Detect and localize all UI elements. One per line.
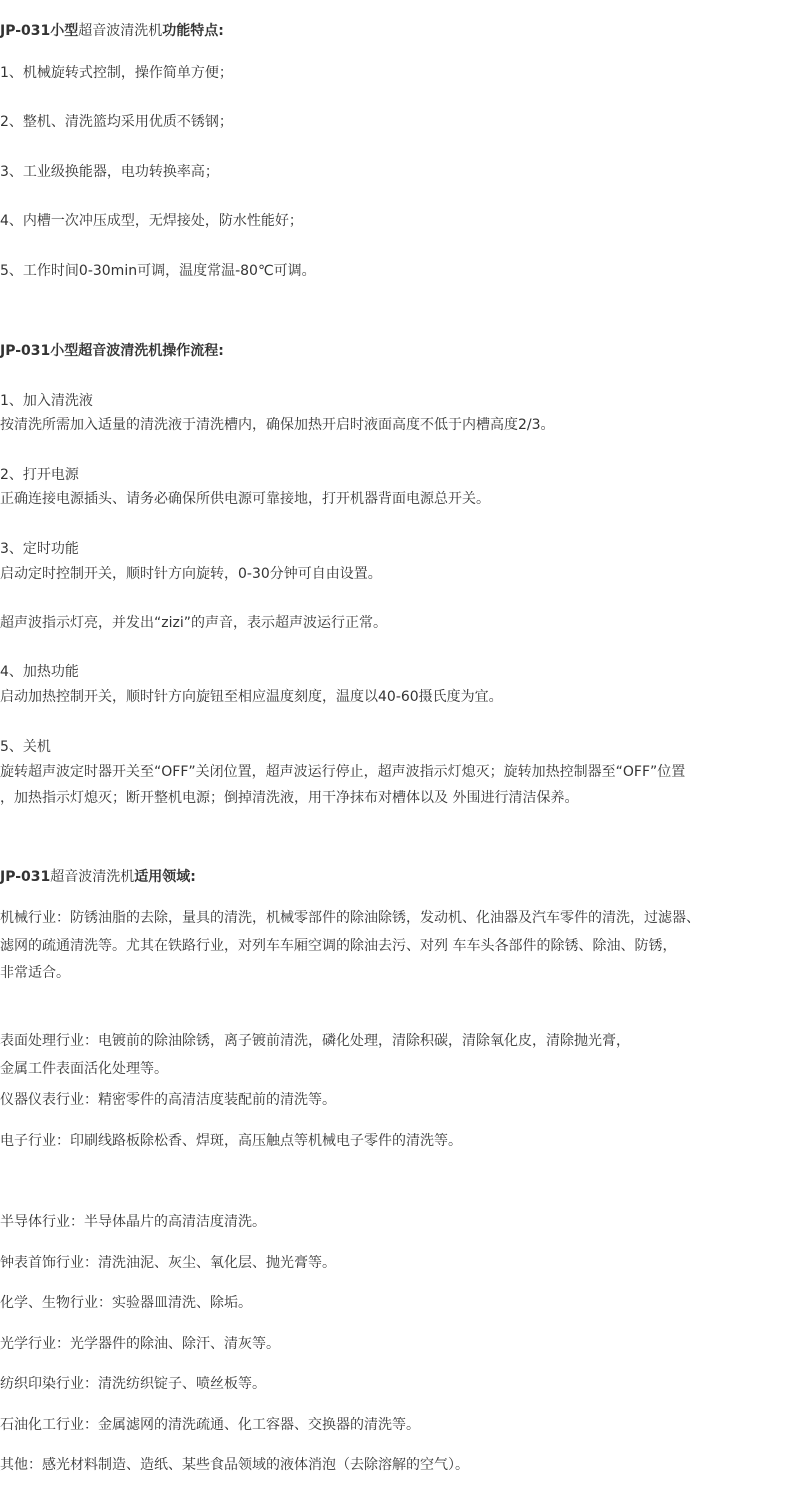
step2-title: 2、打开电源 [0,467,79,483]
section3-title [0,866,196,888]
section3-title-product: 超音波清洗机 [50,869,135,885]
step3-title: 3、定时功能 [0,541,79,557]
surface-line2: 金属工件表面活化处理等。 [0,1061,168,1077]
section1-title-suffix: 功能特点: [162,23,224,39]
step5-title: 5、关机 [0,739,51,755]
step1-body: 按清洗所需加入适量的清洗液于清洗槽内，确保加热开启时液面高度不低于内槽高度2/3。 [0,417,555,433]
step4-body: 启动加热控制开关，顺时针方向旋钮至相应温度刻度，温度以40-60摄氏度为宜。 [0,689,503,705]
machinery-line1: 机械行业：防锈油脂的去除，量具的清洗，机械零部件的除油除锈，发动机、化油器及汽车零件的清洗，过滤器、 [0,910,700,926]
feature-item-1: 1、机械旋转式控制，操作简单方便； [0,65,233,81]
machinery-line2: 滤网的疏通清洗等。尤其在铁路行业，对列车车厢空调的除油去污、对列 车车头各部件的除锈、除油、防锈， [0,938,677,954]
step5-body-line1: 旋转超声波定时器开关至“OFF”关闭位置，超声波运行停止，超声波指示灯熄灭；旋转加热控制器至“OFF”位置 [0,764,686,780]
step3-body: 启动定时控制开关，顺时针方向旋转，0-30分钟可自由设置。 [0,566,382,582]
step1-title: 1、加入清洗液 [0,393,93,409]
section3-title-suffix: 适用领域: [134,869,196,885]
feature-item-5: 5、工作时间0-30min可调，温度常温-80℃可调。 [0,263,316,279]
optical-line: 光学行业：光学器件的除油、除汗、清灰等。 [0,1336,280,1352]
step2-body: 正确连接电源插头、请务必确保所供电源可靠接地，打开机器背面电源总开关。 [0,491,490,507]
feature-item-3: 3、工业级换能器，电功转换率高； [0,164,219,180]
feature-item-2: 2、整机、清洗篮均采用优质不锈钢； [0,114,233,130]
semiconductor-line: 半导体行业：半导体晶片的高清洁度清洗。 [0,1214,266,1230]
watch-line: 钟表首饰行业：清洗油泥、灰尘、氧化层、抛光膏等。 [0,1255,336,1271]
machinery-line3: 非常适合。 [0,965,70,981]
textile-line: 纺织印染行业：清洗纺织锭子、喷丝板等。 [0,1376,266,1392]
step4-title: 4、加热功能 [0,664,79,680]
other-line: 其他：感光材料制造、造纸、某些食品领域的液体消泡（去除溶解的空气）。 [0,1457,469,1473]
section1-title [0,20,224,42]
surface-line1: 表面处理行业：电镀前的除油除锈，离子镀前清洗，磷化处理，清除积碳，清除氧化皮，清除抛光膏， [0,1033,630,1049]
instrument-line: 仪器仪表行业：精密零件的高清洁度装配前的清洗等。 [0,1092,336,1108]
chemical-line: 化学、生物行业：实验器皿清洗、除垢。 [0,1295,252,1311]
step3-note: 超声波指示灯亮，并发出“zizi”的声音，表示超声波运行正常。 [0,615,387,631]
section1-title-prefix: JP-031小型 [0,23,79,39]
section3-title-prefix: JP-031 [0,869,51,885]
section1-title-product: 超音波清洗机 [78,23,163,39]
electronics-line: 电子行业：印刷线路板除松香、焊斑，高压触点等机械电子零件的清洗等。 [0,1133,462,1149]
section2-title [0,340,224,362]
step5-body-line2: ，加热指示灯熄灭；断开整机电源；倒掉清洗液，用干净抹布对槽体以及 外围进行清洁保养。 [0,790,579,806]
feature-item-4: 4、内槽一次冲压成型，无焊接处，防水性能好； [0,213,303,229]
petrochemical-line: 石油化工行业：金属滤网的清洗疏通、化工容器、交换器的清洗等。 [0,1417,420,1433]
section2-title-text: JP-031小型超音波清洗机操作流程: [0,343,224,359]
